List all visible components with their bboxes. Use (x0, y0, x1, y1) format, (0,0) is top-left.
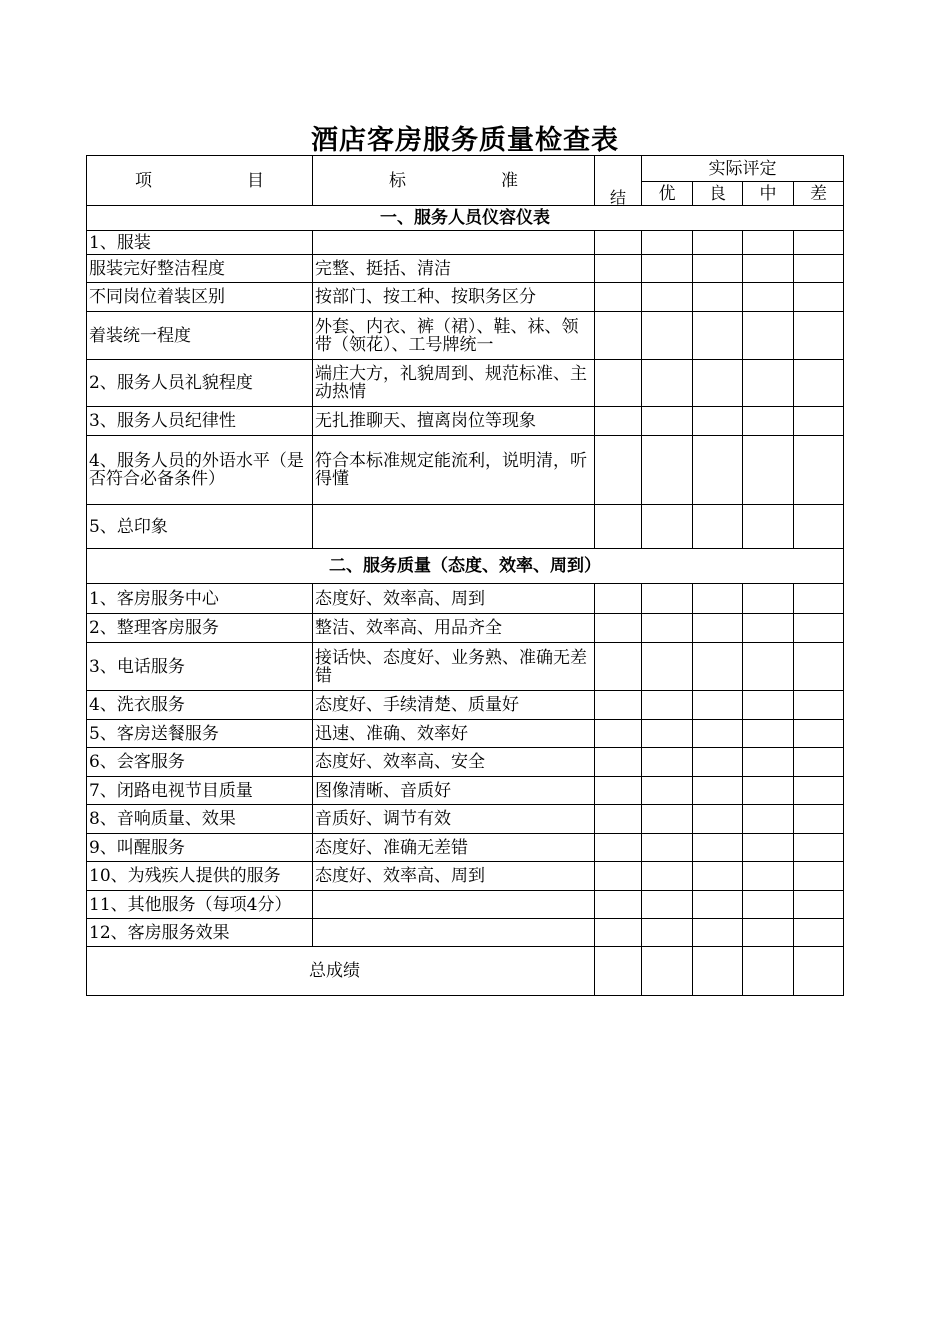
grade-excellent-cell[interactable] (642, 283, 693, 312)
grade-fair-cell[interactable] (743, 834, 794, 862)
result-cell[interactable] (595, 255, 642, 283)
header-item (87, 156, 313, 206)
section-title: 一、服务人员仪容仪表 (87, 206, 844, 231)
grade-poor-cell[interactable] (794, 777, 844, 805)
grade-fair-cell[interactable] (743, 891, 794, 919)
header-standard-char-2: 准 (501, 170, 518, 191)
grade-good-cell[interactable] (693, 231, 743, 255)
standard-cell: 外套、内衣、裤（裙）、鞋、袜、领带（领花）、工号牌统一 (313, 312, 595, 360)
item-cell: 10、为残疾人提供的服务 (87, 862, 313, 891)
table-row (87, 436, 844, 505)
standard-cell: 整洁、效率高、用品齐全 (313, 614, 595, 643)
table-row (87, 614, 844, 643)
grade-fair-cell[interactable] (743, 805, 794, 834)
standard-cell: 无扎推聊天、擅离岗位等现象 (313, 407, 595, 436)
grade-good-cell[interactable] (693, 691, 743, 720)
grade-poor-cell[interactable] (794, 720, 844, 748)
grade-excellent-cell[interactable] (642, 614, 693, 643)
grade-poor-cell[interactable] (794, 891, 844, 919)
grade-good-cell[interactable] (693, 360, 743, 407)
grade-poor-cell[interactable] (794, 691, 844, 720)
grade-excellent-cell[interactable] (642, 777, 693, 805)
item-cell: 5、总印象 (87, 505, 313, 549)
grade-good-cell[interactable] (693, 436, 743, 505)
grade-fair-cell[interactable] (743, 720, 794, 748)
item-cell: 4、服务人员的外语水平（是否符合必备条件） (87, 436, 313, 505)
table-row (87, 255, 844, 283)
grade-fair-cell[interactable] (743, 862, 794, 891)
table-row (87, 691, 844, 720)
result-cell[interactable] (595, 805, 642, 834)
grade-excellent: 优 (642, 182, 693, 206)
standard-cell (313, 891, 595, 919)
result-cell[interactable] (595, 643, 642, 691)
result-cell[interactable] (595, 748, 642, 777)
header-actual-rating: 实际评定 (642, 156, 844, 182)
result-cell[interactable] (595, 360, 642, 407)
grade-good-cell[interactable] (693, 614, 743, 643)
result-cell[interactable] (595, 834, 642, 862)
standard-cell: 态度好、效率高、周到 (313, 584, 595, 614)
standard-cell: 音质好、调节有效 (313, 805, 595, 834)
grade-poor-cell[interactable] (794, 312, 844, 360)
grade-fair-cell[interactable] (743, 614, 794, 643)
table-row (87, 748, 844, 777)
grade-fair-cell[interactable] (743, 407, 794, 436)
grade-poor-cell[interactable] (794, 919, 844, 947)
item-cell: 11、其他服务（每项4分） (87, 891, 313, 919)
grade-good-cell[interactable] (693, 862, 743, 891)
item-cell: 服装完好整洁程度 (87, 255, 313, 283)
grade-good-cell[interactable] (693, 643, 743, 691)
grade-good-cell[interactable] (693, 584, 743, 614)
item-cell: 3、服务人员纪律性 (87, 407, 313, 436)
grade-good-cell[interactable] (693, 834, 743, 862)
grade-poor-cell[interactable] (794, 643, 844, 691)
grade-poor-cell[interactable] (794, 834, 844, 862)
grade-poor-cell[interactable] (794, 862, 844, 891)
grade-good-cell[interactable] (693, 505, 743, 549)
header-item-char-2: 目 (247, 170, 264, 191)
grade-poor-cell[interactable] (794, 614, 844, 643)
table-row (87, 643, 844, 691)
item-cell: 6、会客服务 (87, 748, 313, 777)
item-cell: 不同岗位着装区别 (87, 283, 313, 312)
grade-poor: 差 (794, 182, 844, 206)
table-row (87, 891, 844, 919)
grade-good-cell[interactable] (693, 805, 743, 834)
grade-fair-cell[interactable] (743, 505, 794, 549)
grade-excellent-cell[interactable] (642, 584, 693, 614)
grade-good-cell[interactable] (693, 891, 743, 919)
grade-fair-cell[interactable] (743, 584, 794, 614)
item-cell: 8、音响质量、效果 (87, 805, 313, 834)
grade-good-cell[interactable] (693, 312, 743, 360)
grade-poor-cell[interactable] (794, 283, 844, 312)
grade-excellent-cell[interactable] (642, 805, 693, 834)
standard-cell: 完整、挺括、清洁 (313, 255, 595, 283)
total-poor-cell[interactable] (794, 947, 844, 996)
grade-fair-cell[interactable] (743, 777, 794, 805)
grade-excellent-cell[interactable] (642, 891, 693, 919)
grade-excellent-cell[interactable] (642, 255, 693, 283)
item-cell: 2、服务人员礼貌程度 (87, 360, 313, 407)
grade-excellent-cell[interactable] (642, 834, 693, 862)
standard-cell: 端庄大方，礼貌周到、规范标准、主动热情 (313, 360, 595, 407)
grade-fair-cell[interactable] (743, 255, 794, 283)
grade-fair-cell[interactable] (743, 919, 794, 947)
grade-excellent-cell[interactable] (642, 862, 693, 891)
grade-poor-cell[interactable] (794, 505, 844, 549)
header-result: 结 (595, 156, 642, 206)
grade-good-cell[interactable] (693, 255, 743, 283)
standard-cell: 图像清晰、音质好 (313, 777, 595, 805)
header-standard (313, 156, 595, 206)
result-cell[interactable] (595, 919, 642, 947)
grade-fair-cell[interactable] (743, 691, 794, 720)
grade-fair-cell[interactable] (743, 436, 794, 505)
result-cell[interactable] (595, 691, 642, 720)
total-good-cell[interactable] (693, 947, 743, 996)
table-row (87, 584, 844, 614)
grade-excellent-cell[interactable] (642, 691, 693, 720)
grade-good: 良 (693, 182, 743, 206)
total-label: 总成绩 (87, 947, 595, 996)
total-result-cell[interactable] (595, 947, 642, 996)
grade-fair-cell[interactable] (743, 231, 794, 255)
standard-cell: 态度好、效率高、周到 (313, 862, 595, 891)
grade-fair-cell[interactable] (743, 312, 794, 360)
grade-good-cell[interactable] (693, 777, 743, 805)
result-cell[interactable] (595, 584, 642, 614)
grade-poor-cell[interactable] (794, 805, 844, 834)
grade-excellent-cell[interactable] (642, 919, 693, 947)
item-cell: 9、叫醒服务 (87, 834, 313, 862)
grade-excellent-cell[interactable] (642, 231, 693, 255)
table-row (87, 862, 844, 891)
table-row (87, 231, 844, 255)
grade-excellent-cell[interactable] (642, 312, 693, 360)
grade-excellent-cell[interactable] (642, 360, 693, 407)
page-title: 酒店客房服务质量检查表 (311, 125, 619, 156)
table-row (87, 283, 844, 312)
item-cell: 1、服装 (87, 231, 313, 255)
grade-good-cell[interactable] (693, 748, 743, 777)
inspection-table (86, 155, 844, 996)
total-row (87, 947, 844, 996)
standard-cell: 接话快、态度好、业务熟、准确无差错 (313, 643, 595, 691)
grade-poor-cell[interactable] (794, 748, 844, 777)
table-row (87, 312, 844, 360)
grade-poor-cell[interactable] (794, 584, 844, 614)
grade-poor-cell[interactable] (794, 255, 844, 283)
header-row-1 (87, 156, 844, 182)
standard-cell (313, 505, 595, 549)
grade-excellent-cell[interactable] (642, 748, 693, 777)
standard-cell: 符合本标准规定能流利，说明清，听得懂 (313, 436, 595, 505)
grade-excellent-cell[interactable] (642, 436, 693, 505)
grade-good-cell[interactable] (693, 407, 743, 436)
result-cell[interactable] (595, 312, 642, 360)
grade-excellent-cell[interactable] (642, 407, 693, 436)
table-row (87, 360, 844, 407)
grade-good-cell[interactable] (693, 283, 743, 312)
item-cell: 3、电话服务 (87, 643, 313, 691)
item-cell: 着装统一程度 (87, 312, 313, 360)
grade-fair-cell[interactable] (743, 360, 794, 407)
result-cell[interactable] (595, 436, 642, 505)
result-cell[interactable] (595, 891, 642, 919)
grade-fair: 中 (743, 182, 794, 206)
table-row (87, 720, 844, 748)
section-2-row (87, 549, 844, 584)
grade-poor-cell[interactable] (794, 360, 844, 407)
grade-good-cell[interactable] (693, 720, 743, 748)
grade-excellent-cell[interactable] (642, 643, 693, 691)
table-row (87, 407, 844, 436)
table-row (87, 919, 844, 947)
standard-cell: 态度好、准确无差错 (313, 834, 595, 862)
grade-excellent-cell[interactable] (642, 505, 693, 549)
grade-good-cell[interactable] (693, 919, 743, 947)
grade-poor-cell[interactable] (794, 436, 844, 505)
item-cell: 4、洗衣服务 (87, 691, 313, 720)
item-cell: 7、闭路电视节目质量 (87, 777, 313, 805)
grade-fair-cell[interactable] (743, 643, 794, 691)
grade-excellent-cell[interactable] (642, 720, 693, 748)
result-cell[interactable] (595, 862, 642, 891)
section-1-row (87, 206, 844, 231)
standard-cell: 态度好、手续清楚、质量好 (313, 691, 595, 720)
table-row (87, 834, 844, 862)
result-cell[interactable] (595, 777, 642, 805)
result-cell[interactable] (595, 407, 642, 436)
result-cell[interactable] (595, 283, 642, 312)
standard-cell (313, 231, 595, 255)
item-cell: 12、客房服务效果 (87, 919, 313, 947)
total-fair-cell[interactable] (743, 947, 794, 996)
standard-cell: 按部门、按工种、按职务区分 (313, 283, 595, 312)
grade-poor-cell[interactable] (794, 407, 844, 436)
table-row (87, 505, 844, 549)
header-standard-char-1: 标 (389, 170, 406, 191)
grade-fair-cell[interactable] (743, 283, 794, 312)
item-cell: 5、客房送餐服务 (87, 720, 313, 748)
result-cell[interactable] (595, 720, 642, 748)
result-cell[interactable] (595, 614, 642, 643)
table-row (87, 777, 844, 805)
result-cell[interactable] (595, 231, 642, 255)
grade-fair-cell[interactable] (743, 748, 794, 777)
header-item-char-1: 项 (135, 170, 152, 191)
item-cell: 1、客房服务中心 (87, 584, 313, 614)
standard-cell: 迅速、准确、效率好 (313, 720, 595, 748)
standard-cell (313, 919, 595, 947)
section-title: 二、服务质量（态度、效率、周到） (87, 549, 844, 584)
grade-poor-cell[interactable] (794, 231, 844, 255)
table-row (87, 805, 844, 834)
item-cell: 2、整理客房服务 (87, 614, 313, 643)
result-cell[interactable] (595, 505, 642, 549)
total-excellent-cell[interactable] (642, 947, 693, 996)
standard-cell: 态度好、效率高、安全 (313, 748, 595, 777)
